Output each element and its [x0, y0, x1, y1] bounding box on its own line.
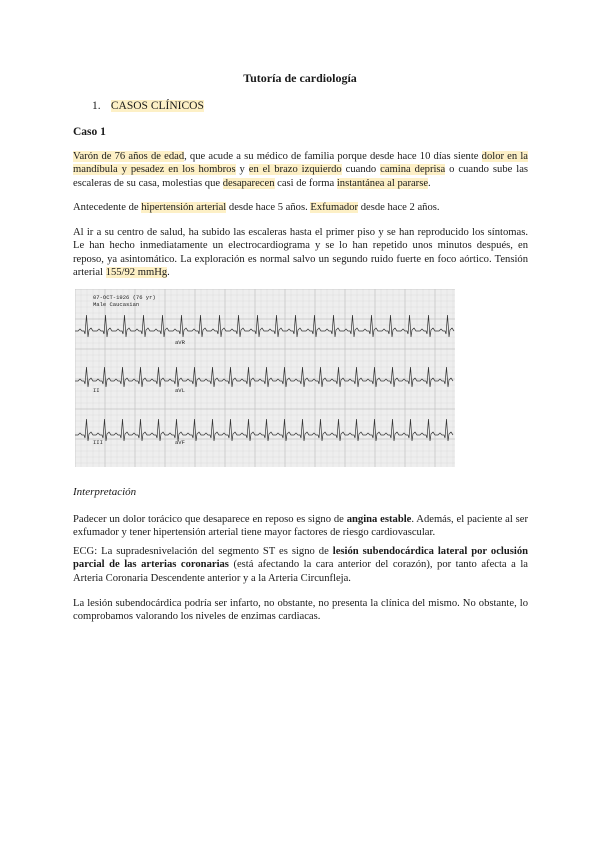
interpretation-paragraph-ecg [73, 545, 528, 585]
ecg-trace-row [75, 315, 454, 337]
interpretation-paragraph-angina [73, 513, 528, 540]
text-run: desaparecen [222, 177, 275, 189]
text-run: . Además, el paciente al ser exfumador y tener hipertensión arterial tiene mayor factores de riesgo cardiovascular. [73, 514, 528, 539]
text-run: y [235, 164, 249, 176]
text-run: en el brazo izquierdo [248, 164, 342, 176]
text-run: instantánea al pararse [336, 177, 429, 189]
ecg-header-date: 07-OCT-1926 (76 yr) [93, 294, 156, 301]
text-run: Antecedente de [73, 202, 142, 213]
text-run: lesión subendocárdica lateral por oclusión parcial de las arterias coronarias [73, 546, 529, 571]
interpretation-label: Interpretación [73, 486, 137, 498]
interpretation-paragraph-enzymes: La lesión subendocárdica podría ser infarto, no obstante, no presenta la clínica del mismo. No obstante, lo comprobamos valorando los niveles de enzimas cardiacas. [73, 598, 528, 623]
case-paragraph-exam [73, 226, 528, 279]
ecg-lead-iii: III [93, 439, 103, 446]
text-run: hipertensión arterial [141, 202, 227, 213]
text-run: (está afectando la cara anterior del corazón), por tanto afecta a la Arteria Coronaria Descendente anterior y a la Arteria Circunfleja. [73, 559, 528, 584]
case-paragraph-presentation [73, 150, 528, 190]
section-number: 1. [92, 100, 101, 112]
ecg-trace-row [75, 367, 453, 387]
text-run: Padecer un dolor torácico que desaparece en reposo es signo de [73, 514, 347, 525]
text-run: desde hace 2 años. [358, 202, 440, 213]
text-run: casi de forma [274, 177, 337, 189]
ecg-image [75, 289, 455, 467]
text-run: 155/92 mmHg [105, 266, 168, 278]
section-heading [92, 100, 204, 112]
text-run: o cuando sube las escaleras de su casa, molestias que [73, 164, 529, 189]
text-run: Al ir a su centro de salud, ha subido las escaleras hasta el primer piso y se han reproducido los síntomas. Le han hecho inmediatamente un electrocardiograma y se lo han repetido unos minutos después, en reposo, ya asintomático. La exploración es normal salvo un segundo ruido fuerte en foco aórtico. Tensión arterial [73, 227, 528, 278]
text-run: ECG: La supradesnivelación del segmento ST es signo de [73, 546, 333, 557]
document-title: Tutoría de cardiología [243, 71, 357, 85]
ecg-lead-avr: aVR [175, 339, 185, 346]
text-run: dolor en la mandíbula y pesadez en los hombros [73, 151, 528, 176]
text-run: Exfumador [310, 202, 359, 213]
case-paragraph-history [73, 201, 528, 214]
text-run: . [167, 266, 170, 278]
ecg-lead-avf: aVF [175, 439, 185, 446]
text-run: cuando [341, 164, 381, 176]
section-title: CASOS CLÍNICOS [110, 100, 204, 112]
text-run: camina deprisa [380, 164, 446, 176]
ecg-lead-avl: aVL [175, 387, 185, 394]
text-run: Varón de 76 años de edad [73, 151, 185, 162]
text-run: angina estable [346, 514, 412, 525]
ecg-header-patient: Male Caucasian [93, 301, 140, 308]
ecg-trace-row [75, 419, 453, 441]
ecg-lead-ii: II [93, 387, 100, 394]
ecg-tracing [75, 289, 455, 467]
text-run: . [428, 177, 431, 189]
text-run: desde hace 5 años. [226, 202, 311, 213]
text-run: , que acude a su médico de familia porque desde hace 10 días siente [184, 151, 482, 162]
case-title: Caso 1 [73, 126, 106, 138]
